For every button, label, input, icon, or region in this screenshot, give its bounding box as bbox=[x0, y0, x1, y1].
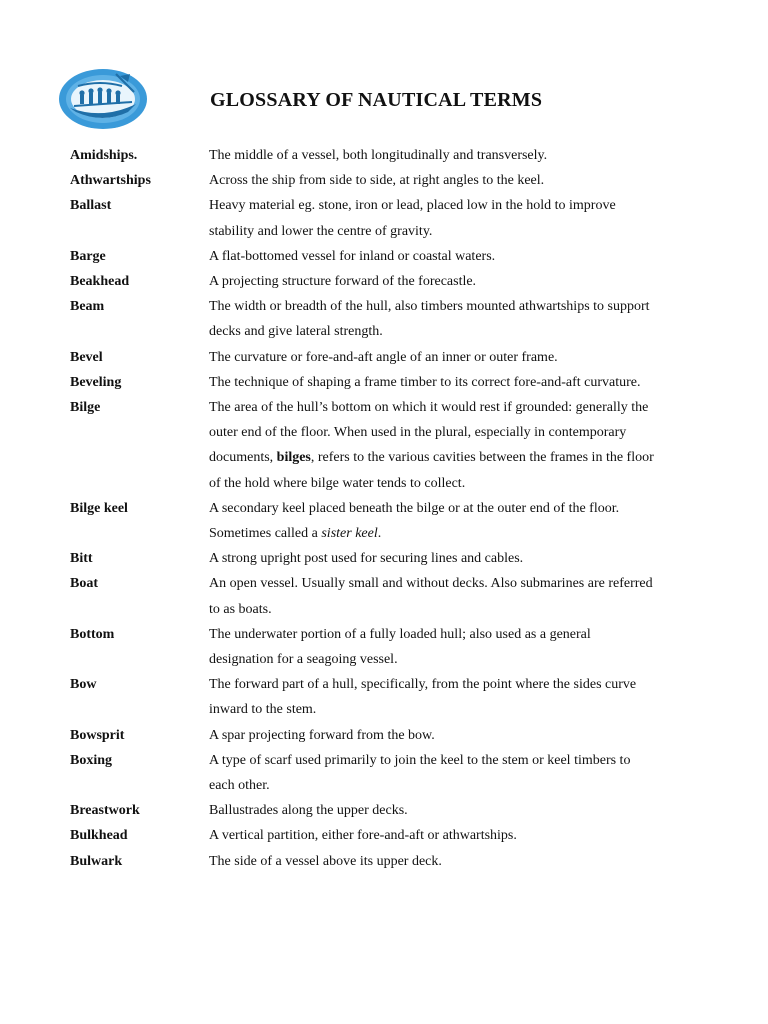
glossary-entry bbox=[70, 672, 670, 722]
glossary-term: Bow bbox=[70, 677, 97, 693]
glossary-definition: A spar projecting forward from the bow. bbox=[209, 727, 435, 743]
glossary-definition: The width or breadth of the hull, also timbers mounted athwartships to support decks and give lateral strength. bbox=[209, 299, 650, 340]
glossary-term: Ballast bbox=[70, 198, 112, 214]
definition-text: The area of the hull’s bottom on which it would rest if grounded: generally the outer end of the floor. When used in the plural, especially in contemporary documents, bbox=[209, 400, 649, 466]
glossary-definition: A flat-bottomed vessel for inland or coastal waters. bbox=[209, 248, 496, 264]
glossary-entry bbox=[70, 168, 670, 193]
glossary-definition: An open vessel. Usually small and without decks. Also submarines are referred to as boats. bbox=[209, 576, 653, 617]
glossary-term: Boxing bbox=[70, 752, 113, 768]
glossary-term: Beveling bbox=[70, 374, 122, 390]
page-title: GLOSSARY OF NAUTICAL TERMS bbox=[210, 89, 543, 111]
glossary-entry bbox=[70, 345, 670, 370]
glossary-term: Breastwork bbox=[70, 803, 140, 819]
definition-text: , refers to the various cavities between the frames in the floor of the hold where bilge water tends to collect. bbox=[209, 450, 654, 491]
glossary-list bbox=[70, 143, 670, 874]
glossary-entry bbox=[70, 849, 670, 874]
glossary-entry bbox=[70, 395, 670, 496]
glossary-definition: A vertical partition, either fore-and-aft or athwartships. bbox=[209, 828, 517, 844]
glossary-entry bbox=[70, 269, 670, 294]
glossary-term: Bitt bbox=[70, 551, 93, 567]
glossary-term: Bulwark bbox=[70, 853, 123, 869]
glossary-term: Bevel bbox=[70, 349, 103, 365]
glossary-term: Boat bbox=[70, 576, 98, 592]
galley-ship-logo-icon bbox=[58, 68, 148, 130]
glossary-definition: A strong upright post used for securing lines and cables. bbox=[209, 551, 524, 567]
glossary-entry bbox=[70, 496, 670, 546]
glossary-entry bbox=[70, 823, 670, 848]
glossary-entry bbox=[70, 798, 670, 823]
glossary-definition: The side of a vessel above its upper deck. bbox=[209, 853, 442, 869]
glossary-entry bbox=[70, 546, 670, 571]
glossary-definition: A projecting structure forward of the forecastle. bbox=[209, 274, 477, 290]
definition-text: A secondary keel placed beneath the bilge or at the outer end of the floor. Sometimes called a bbox=[209, 500, 620, 542]
glossary-term: Bulkhead bbox=[70, 828, 128, 844]
glossary-entry bbox=[70, 622, 670, 672]
glossary-definition: The curvature or fore-and-aft angle of an inner or outer frame. bbox=[209, 349, 558, 365]
glossary-definition: The forward part of a hull, specifically, from the point where the sides curve inward to the stem. bbox=[209, 677, 637, 718]
glossary-term: Bilge keel bbox=[70, 500, 128, 516]
glossary-term: Beam bbox=[70, 299, 105, 315]
glossary-entry bbox=[70, 193, 670, 243]
glossary-term: Beakhead bbox=[70, 274, 130, 290]
glossary-entry bbox=[70, 748, 670, 798]
glossary-definition: A type of scarf used primarily to join the keel to the stem or keel timbers to each other. bbox=[209, 752, 631, 794]
glossary-term: Bowsprit bbox=[70, 727, 125, 743]
glossary-definition bbox=[209, 496, 654, 546]
glossary-term: Barge bbox=[70, 248, 106, 264]
glossary-definition: The middle of a vessel, both longitudinally and transversely. bbox=[209, 148, 548, 163]
glossary-entry bbox=[70, 571, 670, 621]
definition-italic: sister keel bbox=[321, 526, 378, 542]
glossary-definition: Across the ship from side to side, at right angles to the keel. bbox=[209, 173, 545, 189]
glossary-definition bbox=[209, 395, 654, 496]
glossary-term: Bilge bbox=[70, 400, 101, 416]
glossary-term: Athwartships bbox=[70, 173, 151, 189]
glossary-entry bbox=[70, 244, 670, 269]
glossary-entry bbox=[70, 143, 670, 168]
definition-text: . bbox=[377, 526, 382, 542]
glossary-entry bbox=[70, 370, 670, 395]
glossary-definition: The underwater portion of a fully loaded hull; also used as a general designation for a seagoing vessel. bbox=[209, 626, 591, 668]
glossary-entry bbox=[70, 294, 670, 344]
glossary-term: Bottom bbox=[70, 626, 115, 642]
glossary-entry bbox=[70, 723, 670, 748]
definition-emphasis: bilges bbox=[276, 450, 311, 466]
glossary-definition: The technique of shaping a frame timber to its correct fore-and-aft curvature. bbox=[209, 374, 641, 390]
glossary-definition: Ballustrades along the upper decks. bbox=[209, 803, 408, 819]
glossary-definition: Heavy material eg. stone, iron or lead, placed low in the hold to improve stability and lower the centre of gravity. bbox=[209, 198, 616, 239]
glossary-term: Amidships. bbox=[70, 148, 138, 163]
